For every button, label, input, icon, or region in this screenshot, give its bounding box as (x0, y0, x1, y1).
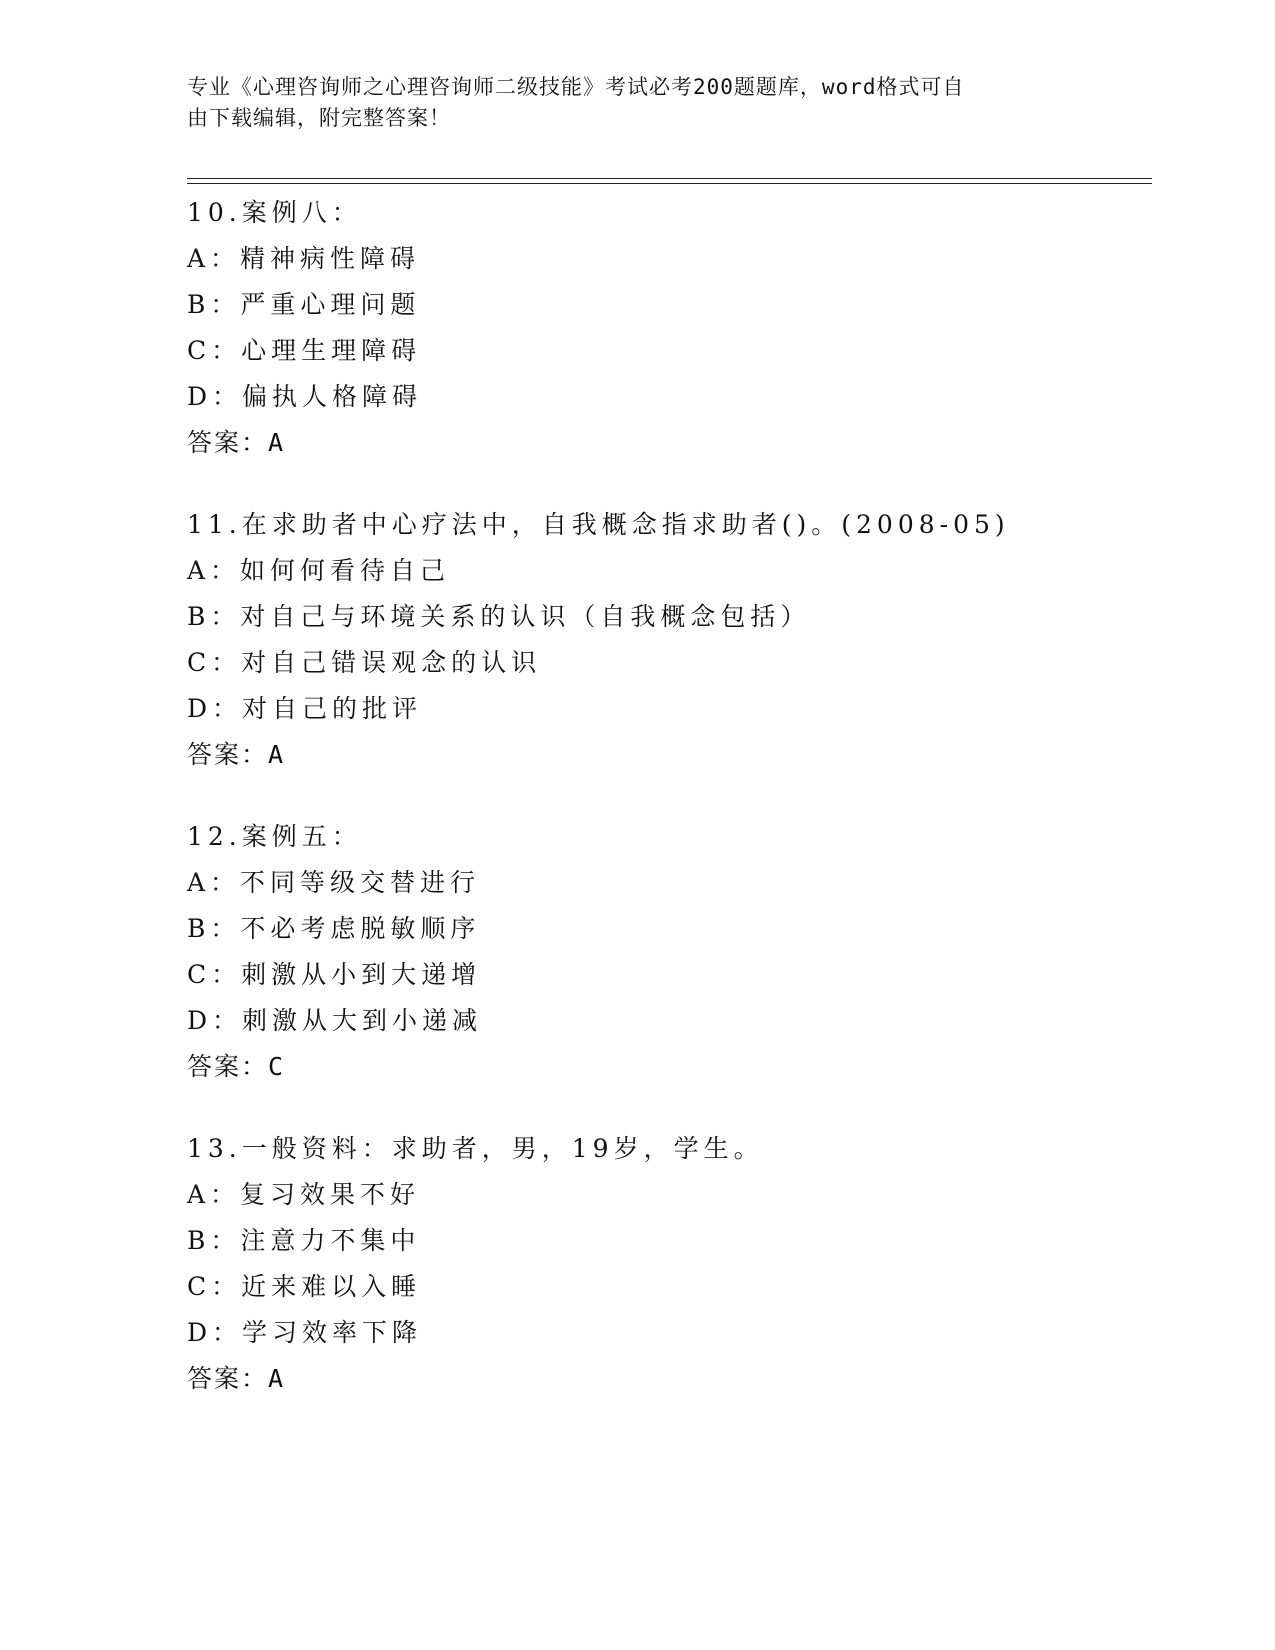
answer-line: 答案：C (187, 1052, 286, 1081)
header-line-2: 由下载编辑，附完整答案！ (187, 106, 451, 130)
question-item (187, 1126, 1152, 1402)
question-stem: 11.在求助者中心疗法中，自我概念指求助者()。(2008-05) (187, 510, 1010, 539)
option-b: B：注意力不集中 (187, 1226, 421, 1255)
option-d: D：偏执人格障碍 (187, 382, 423, 411)
option-a: A：如何何看待自己 (187, 556, 451, 585)
option-b: B：不必考虑脱敏顺序 (187, 914, 481, 943)
header-line-1: 专业《心理咨询师之心理咨询师二级技能》考试必考200题题库，word格式可自 (187, 75, 965, 99)
answer-line: 答案：A (187, 428, 286, 457)
option-c: C：心理生理障碍 (187, 336, 422, 365)
option-c: C：近来难以入睡 (187, 1272, 422, 1301)
question-list (187, 190, 1152, 1438)
option-d: D：学习效率下降 (187, 1318, 423, 1347)
answer-line: 答案：A (187, 1364, 286, 1393)
option-d: D：刺激从大到小递减 (187, 1006, 483, 1035)
answer-line: 答案：A (187, 740, 286, 769)
option-a: A：不同等级交替进行 (187, 868, 481, 897)
question-item (187, 190, 1152, 466)
header-divider-top (187, 178, 1152, 179)
option-b: B：对自己与环境关系的认识（自我概念包括） (187, 602, 811, 631)
option-d: D：对自己的批评 (187, 694, 423, 723)
question-item (187, 814, 1152, 1090)
header-divider-bottom (187, 183, 1152, 184)
option-c: C：刺激从小到大递增 (187, 960, 482, 989)
option-a: A：精神病性障碍 (187, 244, 421, 273)
question-item (187, 502, 1152, 778)
question-stem: 10.案例八： (187, 198, 362, 227)
question-stem: 13.一般资料：求助者，男，19岁，学生。 (187, 1134, 764, 1163)
document-header (187, 72, 1067, 134)
option-a: A：复习效果不好 (187, 1180, 421, 1209)
option-c: C：对自己错误观念的认识 (187, 648, 542, 677)
question-stem: 12.案例五： (187, 822, 362, 851)
option-b: B：严重心理问题 (187, 290, 421, 319)
